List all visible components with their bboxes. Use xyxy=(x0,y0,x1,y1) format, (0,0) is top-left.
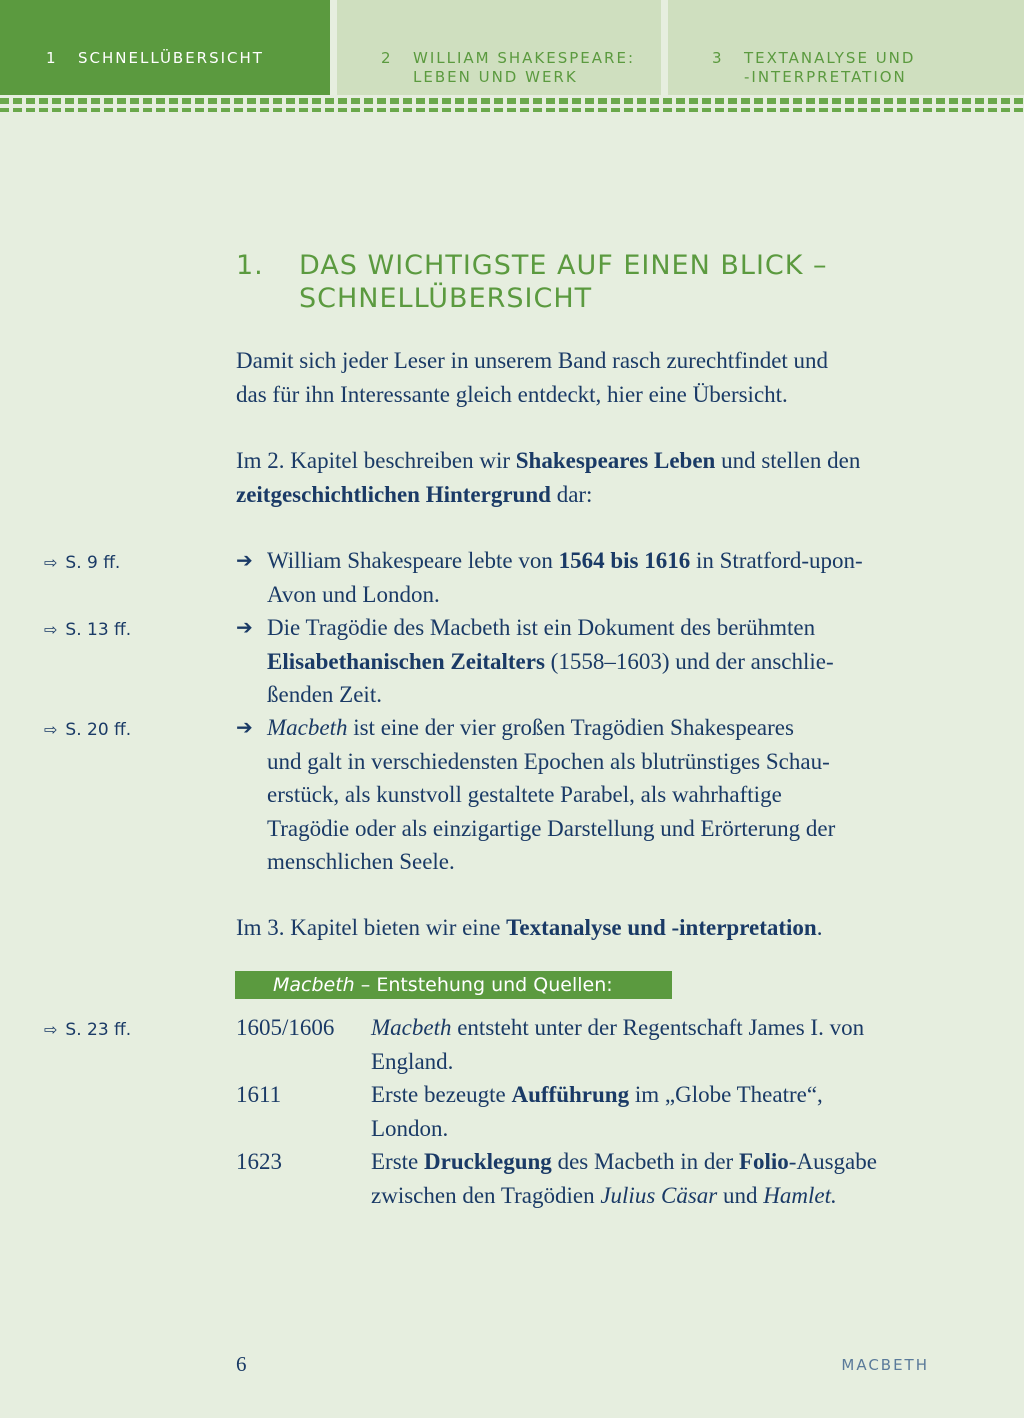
divider-dash xyxy=(897,98,906,104)
arrow-right-outline-icon: ⇨ xyxy=(44,720,58,739)
timeline-text: Erste bezeugte Aufführung im „Globe Theatre“, London. xyxy=(371,1082,823,1141)
divider-dash xyxy=(325,108,334,112)
tab-number: 2 xyxy=(381,49,393,67)
page-reference[interactable]: ⇨ S. 13 ff. xyxy=(44,620,132,640)
arrow-right-outline-icon: ⇨ xyxy=(44,553,58,572)
divider-dash xyxy=(494,98,503,104)
chapter2-paragraph: Im 2. Kapitel beschreiben wir Shakespeares Leben und stellen den zeitgeschichtlichen Hintergrund dar: xyxy=(236,448,861,507)
divider-dash xyxy=(949,98,958,104)
divider-dash xyxy=(338,108,347,112)
divider-dash xyxy=(962,108,971,112)
tab-label: TEXTANALYSE UND -INTERPRETATION xyxy=(744,49,916,86)
divider-dash xyxy=(208,98,217,104)
divider-dash xyxy=(884,98,893,104)
divider-dash xyxy=(728,98,737,104)
divider-dash xyxy=(546,98,555,104)
divider-dash xyxy=(377,98,386,104)
divider-dash xyxy=(546,108,555,112)
divider-dash xyxy=(663,98,672,104)
divider-dash xyxy=(338,98,347,104)
tab-label: SCHNELLÜBERSICHT xyxy=(78,49,264,67)
divider-dash xyxy=(104,98,113,104)
intro-paragraph: Damit sich jeder Leser in unserem Band rasch zurechtfindet und das für ihn Interessante gleich entdeckt, hier eine Übersicht. xyxy=(236,348,829,407)
divider-dash xyxy=(533,98,542,104)
divider-dash xyxy=(884,108,893,112)
timeline-text: Macbeth entsteht unter der Regentschaft James I. von England. xyxy=(371,1015,865,1074)
timeline-year: 1611 xyxy=(236,1082,282,1107)
divider-dash xyxy=(793,108,802,112)
divider-dash xyxy=(520,98,529,104)
divider-dash xyxy=(481,108,490,112)
divider-dash xyxy=(26,108,35,112)
divider-dash xyxy=(1014,108,1023,112)
divider-dash xyxy=(91,98,100,104)
divider-dash xyxy=(39,108,48,112)
divider-dash xyxy=(689,98,698,104)
divider-dash xyxy=(273,108,282,112)
divider-dash xyxy=(169,98,178,104)
divider-dash xyxy=(247,98,256,104)
divider-dash xyxy=(897,108,906,112)
tab-label: WILLIAM SHAKESPEARE: LEBEN UND WERK xyxy=(413,49,635,86)
divider-dash xyxy=(312,108,321,112)
divider-dash xyxy=(351,108,360,112)
divider-dash xyxy=(468,108,477,112)
divider-dash xyxy=(234,98,243,104)
divider-dash xyxy=(728,108,737,112)
divider-dash xyxy=(403,98,412,104)
divider-dash xyxy=(858,108,867,112)
divider-dash xyxy=(715,108,724,112)
divider-dash xyxy=(156,98,165,104)
arrow-right-icon: ➔ xyxy=(236,615,253,639)
divider-dash xyxy=(689,108,698,112)
divider-dash xyxy=(1001,108,1010,112)
divider-dash xyxy=(182,108,191,112)
divider-dash xyxy=(962,98,971,104)
divider-dash xyxy=(949,108,958,112)
divider-dash xyxy=(611,98,620,104)
divider-dash xyxy=(260,98,269,104)
divider-dash xyxy=(702,108,711,112)
divider-dash xyxy=(442,108,451,112)
divider-dash xyxy=(936,108,945,112)
divider-dash xyxy=(780,98,789,104)
divider-dash xyxy=(117,108,126,112)
divider-dash xyxy=(832,98,841,104)
divider-dash xyxy=(598,98,607,104)
divider-dash xyxy=(871,98,880,104)
arrow-right-outline-icon: ⇨ xyxy=(44,620,58,639)
divider-dash xyxy=(637,108,646,112)
divider-dash xyxy=(741,108,750,112)
divider-dash xyxy=(299,98,308,104)
divider-dash xyxy=(403,108,412,112)
section-heading-bar: Macbeth – Entstehung und Quellen: xyxy=(235,971,672,999)
divider-dash xyxy=(676,98,685,104)
divider-dash xyxy=(91,108,100,112)
arrow-right-outline-icon: ⇨ xyxy=(44,1020,58,1039)
divider-dash xyxy=(611,108,620,112)
divider-dash xyxy=(936,98,945,104)
divider-dash xyxy=(260,108,269,112)
header-divider xyxy=(0,108,1024,112)
divider-dash xyxy=(585,108,594,112)
divider-dash xyxy=(806,108,815,112)
divider-dash xyxy=(481,98,490,104)
divider-dash xyxy=(208,108,217,112)
divider-dash xyxy=(676,108,685,112)
arrow-right-icon: ➔ xyxy=(236,548,253,572)
divider-dash xyxy=(286,108,295,112)
divider-dash xyxy=(754,98,763,104)
divider-dash xyxy=(169,108,178,112)
divider-dash xyxy=(767,108,776,112)
divider-dash xyxy=(923,98,932,104)
divider-dash xyxy=(0,108,9,112)
divider-dash xyxy=(299,108,308,112)
divider-dash xyxy=(650,98,659,104)
divider-dash xyxy=(325,98,334,104)
divider-dash xyxy=(65,108,74,112)
divider-dash xyxy=(845,108,854,112)
tab-leben-und-werk[interactable] xyxy=(337,0,661,95)
divider-dash xyxy=(234,108,243,112)
divider-dash xyxy=(819,108,828,112)
divider-dash xyxy=(351,98,360,104)
divider-dash xyxy=(871,108,880,112)
divider-dash xyxy=(572,98,581,104)
divider-dash xyxy=(767,98,776,104)
divider-dash xyxy=(624,108,633,112)
divider-dash xyxy=(1014,98,1023,104)
divider-dash xyxy=(975,98,984,104)
divider-dash xyxy=(507,98,516,104)
divider-dash xyxy=(143,108,152,112)
header-divider xyxy=(0,98,1024,104)
divider-dash xyxy=(221,108,230,112)
divider-dash xyxy=(663,108,672,112)
timeline-year: 1605/1606 xyxy=(236,1015,335,1040)
page-reference[interactable]: ⇨ S. 20 ff. xyxy=(44,720,132,740)
divider-dash xyxy=(39,98,48,104)
divider-dash xyxy=(598,108,607,112)
divider-dash xyxy=(819,98,828,104)
chapter3-paragraph: Im 3. Kapitel bieten wir eine Textanalyse und -interpretation. xyxy=(236,915,823,940)
divider-dash xyxy=(806,98,815,104)
divider-dash xyxy=(507,108,516,112)
divider-dash xyxy=(416,98,425,104)
divider-dash xyxy=(702,98,711,104)
divider-dash xyxy=(52,108,61,112)
divider-dash xyxy=(390,108,399,112)
divider-dash xyxy=(650,108,659,112)
divider-dash xyxy=(312,98,321,104)
divider-dash xyxy=(377,108,386,112)
divider-dash xyxy=(156,108,165,112)
tab-schnelluebersicht[interactable] xyxy=(0,0,330,95)
divider-dash xyxy=(468,98,477,104)
divider-dash xyxy=(286,98,295,104)
divider-dash xyxy=(858,98,867,104)
divider-dash xyxy=(143,98,152,104)
divider-dash xyxy=(78,98,87,104)
divider-dash xyxy=(988,108,997,112)
arrow-right-icon: ➔ xyxy=(236,715,253,739)
divider-dash xyxy=(247,108,256,112)
divider-dash xyxy=(910,108,919,112)
divider-dash xyxy=(104,108,113,112)
divider-dash xyxy=(65,98,74,104)
divider-dash xyxy=(416,108,425,112)
divider-dash xyxy=(780,108,789,112)
divider-dash xyxy=(559,98,568,104)
timeline-text: Erste Drucklegung des Macbeth in der Folio-Ausgabe zwischen den Tragödien Julius Cäsar und Hamlet. xyxy=(371,1149,877,1208)
divider-dash xyxy=(572,108,581,112)
tab-number: 3 xyxy=(712,49,724,67)
divider-dash xyxy=(429,98,438,104)
chapter-number: 1. xyxy=(236,250,264,281)
divider-dash xyxy=(117,98,126,104)
chapter-title: DAS WICHTIGSTE AUF EINEN BLICK – SCHNELLÜBERSICHT xyxy=(299,250,828,314)
divider-dash xyxy=(364,108,373,112)
divider-dash xyxy=(559,108,568,112)
divider-dash xyxy=(637,98,646,104)
divider-dash xyxy=(494,108,503,112)
divider-dash xyxy=(13,98,22,104)
divider-dash xyxy=(78,108,87,112)
tab-number: 1 xyxy=(46,49,58,67)
divider-dash xyxy=(533,108,542,112)
divider-dash xyxy=(273,98,282,104)
divider-dash xyxy=(195,98,204,104)
timeline-year: 1623 xyxy=(236,1149,282,1174)
divider-dash xyxy=(390,98,399,104)
divider-dash xyxy=(52,98,61,104)
running-footer: MACBETH xyxy=(841,1356,929,1374)
divider-dash xyxy=(455,98,464,104)
divider-dash xyxy=(221,98,230,104)
divider-dash xyxy=(13,108,22,112)
divider-dash xyxy=(975,108,984,112)
divider-dash xyxy=(195,108,204,112)
divider-dash xyxy=(754,108,763,112)
page-reference[interactable]: ⇨ S. 23 ff. xyxy=(44,1020,132,1040)
divider-dash xyxy=(741,98,750,104)
divider-dash xyxy=(910,98,919,104)
divider-dash xyxy=(923,108,932,112)
divider-dash xyxy=(845,98,854,104)
divider-dash xyxy=(0,98,9,104)
tab-textanalyse[interactable] xyxy=(668,0,1024,95)
divider-dash xyxy=(715,98,724,104)
divider-dash xyxy=(988,98,997,104)
divider-dash xyxy=(585,98,594,104)
divider-dash xyxy=(182,98,191,104)
divider-dash xyxy=(442,98,451,104)
divider-dash xyxy=(793,98,802,104)
divider-dash xyxy=(520,108,529,112)
divider-dash xyxy=(429,108,438,112)
divider-dash xyxy=(832,108,841,112)
divider-dash xyxy=(455,108,464,112)
divider-dash xyxy=(130,98,139,104)
divider-dash xyxy=(624,98,633,104)
chapter-tabs xyxy=(0,0,1024,95)
divider-dash xyxy=(1001,98,1010,104)
divider-dash xyxy=(130,108,139,112)
divider-dash xyxy=(26,98,35,104)
page-reference[interactable]: ⇨ S. 9 ff. xyxy=(44,553,121,573)
page-number: 6 xyxy=(236,1352,247,1376)
divider-dash xyxy=(364,98,373,104)
